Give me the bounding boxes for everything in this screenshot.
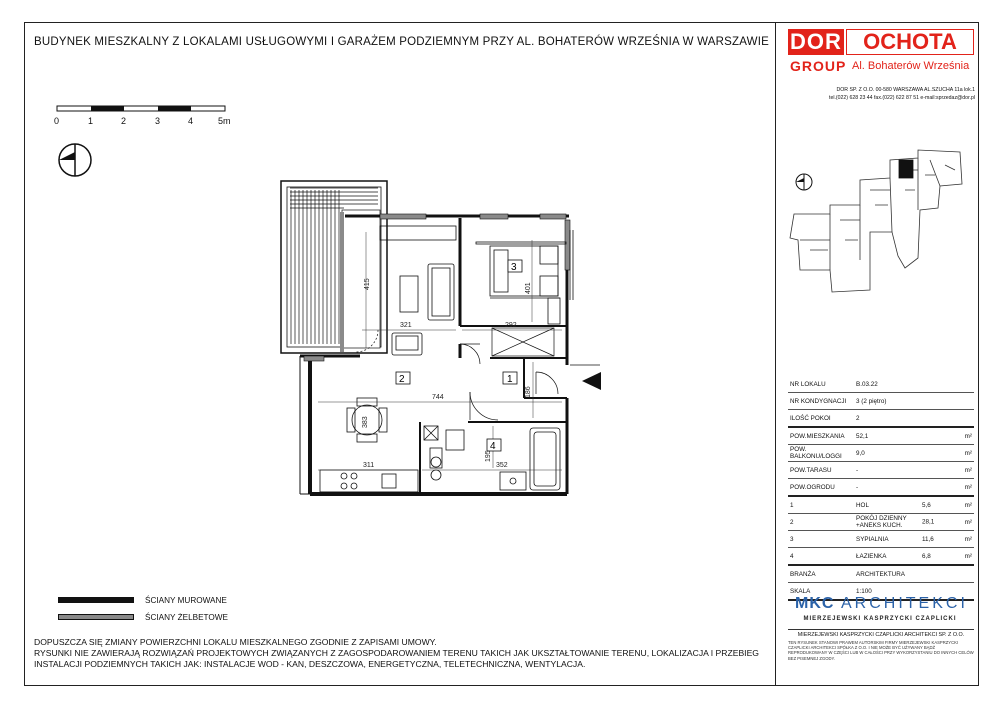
table-row <box>788 462 974 479</box>
contact-line-2: tel.(022) 628 23 44 fax.(022) 622 87 51 e-mail:sprzedaz@dor.pl <box>829 95 975 101</box>
row-unit <box>948 410 974 428</box>
dim-292: 292 <box>505 322 517 329</box>
contact-line-1: DOR SP. Z O.O. 00-580 WARSZAWA AL.SZUCHA 11a lok.1 <box>836 87 975 93</box>
row-value: 9,0 <box>854 445 948 462</box>
row-label: POW. BALKONU/LOGGI <box>788 445 854 462</box>
architect-logo <box>795 595 968 613</box>
room-no: 1 <box>788 496 854 514</box>
scale-label-4: 4 <box>188 116 194 126</box>
row-unit: m² <box>948 445 974 462</box>
row-label: BRANŻA <box>788 565 854 583</box>
room-number-4: 4 <box>490 441 496 452</box>
room-row <box>788 514 974 531</box>
room-no: 2 <box>788 514 854 531</box>
row-value: - <box>854 462 948 479</box>
kitchen-counter <box>320 470 418 492</box>
room-name: HOL <box>856 501 869 509</box>
entrance-arrow-icon <box>582 372 601 390</box>
room-unit: m² <box>948 548 974 566</box>
drawing-title: BUDYNEK MIESZKALNY Z LOKALAMI USŁUGOWYMI I GARAŻEM PODZIEMNYM PRZY AL. BOHATERÓW WRZEŚNIA W WARSZAWIE <box>34 36 769 48</box>
row-unit: m² <box>948 427 974 445</box>
table-row <box>788 427 974 445</box>
row-unit <box>948 376 974 393</box>
site-key-plan <box>790 150 962 292</box>
site-north-arrow-icon <box>796 174 812 190</box>
room-name-area <box>854 531 948 548</box>
row-value: 52,1 <box>854 427 948 445</box>
dim-415: 415 <box>364 278 371 290</box>
bathroom-fixtures <box>424 426 560 490</box>
room-name-area <box>854 514 948 531</box>
dim-195: 195 <box>485 450 492 462</box>
room-unit: m² <box>948 514 974 531</box>
architect-logo-mkc: MKC <box>795 595 835 612</box>
scale-label-0: 0 <box>54 116 60 126</box>
floor-plan <box>281 181 601 494</box>
scale-label-1: 1 <box>88 116 94 126</box>
row-label: NR KONDYGNACJI <box>788 393 854 410</box>
room-area: 11,6 <box>922 535 934 543</box>
room-number-2: 2 <box>399 374 405 385</box>
room-row <box>788 531 974 548</box>
room-unit: m² <box>948 496 974 514</box>
scale-label-2: 2 <box>121 116 127 126</box>
row-unit: m² <box>948 462 974 479</box>
row-value: B.03.22 <box>854 376 948 393</box>
row-label: POW.MIESZKANIA <box>788 427 854 445</box>
row-value: 1:100 <box>854 583 974 601</box>
row-unit <box>948 393 974 410</box>
row-unit: m² <box>948 479 974 497</box>
note-line-1: DOPUSZCZA SIĘ ZMIANY POWIERZCHNI LOKALU MIESZKALNEGO ZGODNIE Z ZAPISAMI UMOWY. <box>34 637 437 647</box>
row-value: 3 (2 piętro) <box>854 393 948 410</box>
legend-concrete-swatch <box>58 614 134 620</box>
scale-label-3: 3 <box>155 116 161 126</box>
room-no: 3 <box>788 531 854 548</box>
room-row <box>788 496 974 514</box>
room-unit: m² <box>948 531 974 548</box>
table-row <box>788 445 974 462</box>
room-number-1: 1 <box>507 374 513 385</box>
room-area: 6,8 <box>922 552 931 560</box>
room-area: 5,6 <box>922 501 931 509</box>
note-line-2: RYSUNKI NIE ZAWIERAJĄ ROZWIĄZAŃ PROJEKTOWYCH ZWIĄZANYCH Z ZAGOSPODAROWANIEM TERENU TAKICH JAK UKSZTAŁTOWANIE TERENU, LOKALIZACJA I PRZEBIEG <box>34 648 759 658</box>
room-number-3: 3 <box>511 262 517 273</box>
room-no: 4 <box>788 548 854 566</box>
row-value: ARCHITEKTURA <box>854 565 974 583</box>
table-row <box>788 565 974 583</box>
unit-data-table <box>788 376 974 601</box>
dim-321: 321 <box>400 322 412 329</box>
architect-subtitle: MIERZEJEWSKI KASPRZYCKI CZAPLICKI <box>803 616 957 622</box>
row-label: POW.OGRODU <box>788 479 854 497</box>
row-value: 2 <box>854 410 948 428</box>
bedroom-furniture <box>476 242 566 324</box>
north-arrow-icon <box>59 144 91 176</box>
row-label: SKALA <box>788 583 854 601</box>
dim-744: 744 <box>432 394 444 401</box>
row-label: POW.TARASU <box>788 462 854 479</box>
table-row <box>788 410 974 428</box>
dim-383: 383 <box>362 416 369 428</box>
logo-ochota: OCHOTA <box>846 29 974 55</box>
dim-401: 401 <box>525 282 532 294</box>
scale-bar <box>57 106 225 111</box>
room-row <box>788 548 974 566</box>
table-row <box>788 479 974 497</box>
wardrobe <box>492 328 554 356</box>
architect-logo-architekci: ARCHITEKCI <box>841 595 968 612</box>
row-label: ILOŚĆ POKOI <box>788 410 854 428</box>
row-label: NR LOKALU <box>788 376 854 393</box>
scale-label-5m: 5m <box>218 116 231 126</box>
room-name: ŁAZIENKA <box>856 552 887 560</box>
table-row <box>788 376 974 393</box>
table-row <box>788 393 974 410</box>
room-name-area <box>854 496 948 514</box>
legend-masonry-label: ŚCIANY MUROWANE <box>145 596 227 605</box>
room-name: SYPIALNIA <box>856 535 889 543</box>
room-name-area <box>854 548 948 566</box>
dim-352: 352 <box>496 462 508 469</box>
balcony <box>281 181 387 353</box>
room-name: POKÓJ DZIENNY +ANEKS KUCH. <box>856 515 907 529</box>
logo-dor: DOR <box>788 29 844 55</box>
legend-concrete-label: ŚCIANY ŻELBETOWE <box>145 613 228 622</box>
architect-firm: MIERZEJEWSKI KASPRZYCKI CZAPLICKI ARCHITEKCI SP. Z O.O. <box>788 629 974 638</box>
dim-311: 311 <box>363 462 375 469</box>
room-area: 28,1 <box>922 518 935 526</box>
drawing-notes <box>34 637 764 670</box>
note-line-3: INSTALACJI PODZIEMNYCH TAKICH JAK: INSTALACJE WOD - KAN, DESZCZOWA, ENERGETYCZNA, TELETECHNICZNA, WENTYLACJA. <box>34 659 586 669</box>
copyright-note: TEN RYSUNEK STANOWI PRAWEM AUTORSKIM FIRMY MIERZEJEWSKI KASPRZYCKI CZAPLICKI ARCHITEKCI SPÓŁKA Z O.O. I NIE MOŻE BYĆ UŻYWANY BĄDŹ REPRODUKOWANY W CZĘŚCI LUB W CAŁOŚCI PRZY WYKORZYSTANIU DO INNYCH CELÓW BEZ PISEMNEJ ZGODY. <box>788 640 974 661</box>
legend-masonry-swatch <box>58 597 134 603</box>
row-value: - <box>854 479 948 497</box>
dim-186: 186 <box>525 386 532 398</box>
logo-street: Al. Bohaterów Września <box>852 60 970 72</box>
logo-group: GROUP <box>790 58 847 74</box>
